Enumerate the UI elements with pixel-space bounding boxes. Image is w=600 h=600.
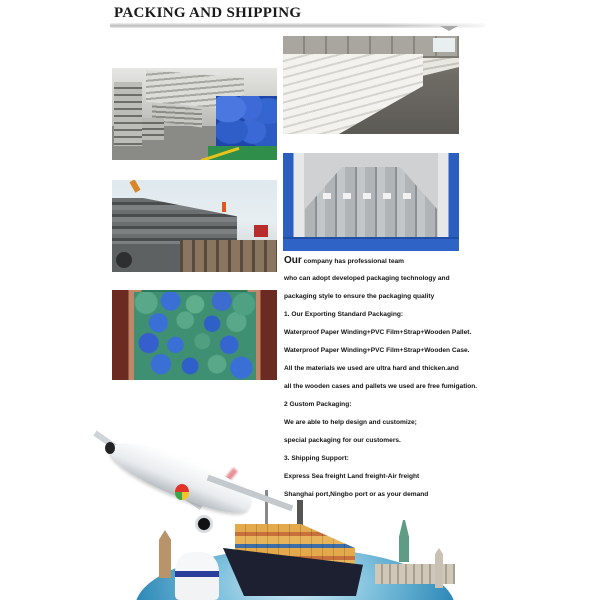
photo-bundle-labels [323, 193, 423, 199]
photo-bundles-front [283, 54, 423, 134]
photo-channel-profiles-warehouse [112, 68, 277, 160]
photo-wheel [116, 252, 132, 268]
section-title: PACKING AND SHIPPING [114, 5, 302, 21]
intro-rest: company has professional team [301, 258, 405, 265]
photo-container-loading [283, 153, 459, 251]
photo-worker [222, 202, 226, 212]
intro-line [284, 252, 514, 270]
photo-h-beams [112, 198, 237, 244]
description-line: packaging style to ensure the packaging quality [284, 293, 435, 300]
description-line: all the wooden cases and pallets we used are free fumigation. [284, 383, 478, 390]
section-heading-shipping-support: 3. Shipping Support: [284, 455, 349, 462]
title-divider-notch [440, 26, 458, 31]
intro-lead: Our [284, 255, 302, 266]
airplane [103, 431, 256, 522]
description-line: We are able to help design and customize; [284, 419, 417, 426]
ship-funnel [297, 500, 303, 528]
photo-pipes-in-container [112, 290, 277, 380]
photo-window [433, 38, 455, 52]
airplane-engine-upper [105, 442, 115, 454]
description-line: Waterproof Paper Winding+PVC Film+Strap+Wooden Pallet. [284, 329, 472, 336]
description-line: Shanghai port,Ningbo port or as your demand [284, 491, 429, 498]
shipping-collage-image [95, 420, 475, 600]
description-line: special packaging for our customers. [284, 437, 401, 444]
title-divider-fade [385, 23, 485, 28]
description-line: Waterproof Paper Winding+PVC Film+Strap+Wooden Case. [284, 347, 470, 354]
big-ben-landmark [159, 530, 171, 578]
photo-channel-stack [114, 82, 142, 146]
photo-beam-pile [180, 240, 277, 272]
photo-red-truck [254, 225, 268, 237]
section-heading-standard-packaging: 1. Our Exporting Standard Packaging: [284, 311, 404, 318]
statue-of-liberty-landmark [399, 520, 409, 562]
photo-h-beams-truck [112, 180, 277, 272]
photo-wrapped-bundles-warehouse [283, 36, 459, 134]
photo-blue-bundles [216, 96, 277, 146]
airline-balloon-logo [175, 484, 189, 500]
photo-wrapped-pipes [134, 292, 256, 380]
description-line: Express Sea freight Land freight-Air freight [284, 473, 420, 480]
high-speed-train [175, 552, 219, 600]
photo-container-sill [283, 237, 459, 251]
photo-channel-stack-2 [142, 118, 164, 140]
airplane-engine [195, 515, 213, 533]
photo-angle-steel [305, 167, 437, 237]
photo-crane [129, 180, 140, 193]
obelisk-landmark [435, 548, 443, 588]
description-line: who can adopt developed packaging technology and [284, 275, 450, 282]
section-heading-custom-packaging: 2 Gustom Packaging: [284, 401, 352, 408]
city-skyline [375, 564, 455, 584]
description-line: All the materials we used are ultra hard and thicken.and [284, 365, 459, 372]
